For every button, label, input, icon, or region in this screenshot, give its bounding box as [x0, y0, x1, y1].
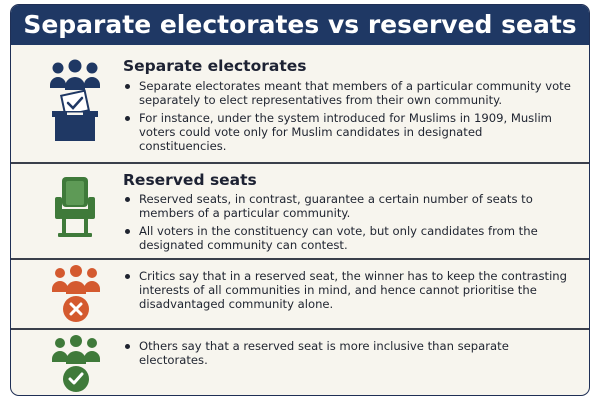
- page-title: Separate electorates vs reserved seats: [11, 5, 589, 45]
- bullet-list: [123, 269, 571, 315]
- bullet-list: [123, 339, 571, 371]
- people-ballot-box-icon: [49, 59, 101, 143]
- list-item: Separate electorates meant that members of a particular community vote separately to elect representatives from their own community.: [123, 79, 571, 107]
- section-reserved-seats: [11, 163, 589, 259]
- infographic-card: [10, 4, 590, 396]
- bullet-list: [123, 79, 571, 157]
- list-item: For instance, under the system introduced for Muslims in 1909, Muslim voters could vote only for Muslim candidates in designated constituencies.: [123, 111, 571, 153]
- bullet-list: [123, 192, 571, 256]
- section-separate-electorates: [11, 45, 589, 163]
- people-cross-icon: [51, 265, 101, 325]
- section-heading: Separate electorates: [123, 57, 307, 75]
- list-item: Others say that a reserved seat is more inclusive than separate electorates.: [123, 339, 571, 367]
- people-check-icon: [51, 335, 101, 395]
- section-heading: Reserved seats: [123, 171, 257, 189]
- section-critics: [11, 259, 589, 329]
- section-others: [11, 329, 589, 396]
- list-item: All voters in the constituency can vote, but only candidates from the designated community can contest.: [123, 224, 571, 252]
- list-item: Reserved seats, in contrast, guarantee a certain number of seats to members of a particular community.: [123, 192, 571, 220]
- green-chair-icon: [53, 175, 97, 239]
- list-item: Critics say that in a reserved seat, the winner has to keep the contrasting interests of all communities in mind, and hence cannot prioritise the disadvantaged community alone.: [123, 269, 571, 311]
